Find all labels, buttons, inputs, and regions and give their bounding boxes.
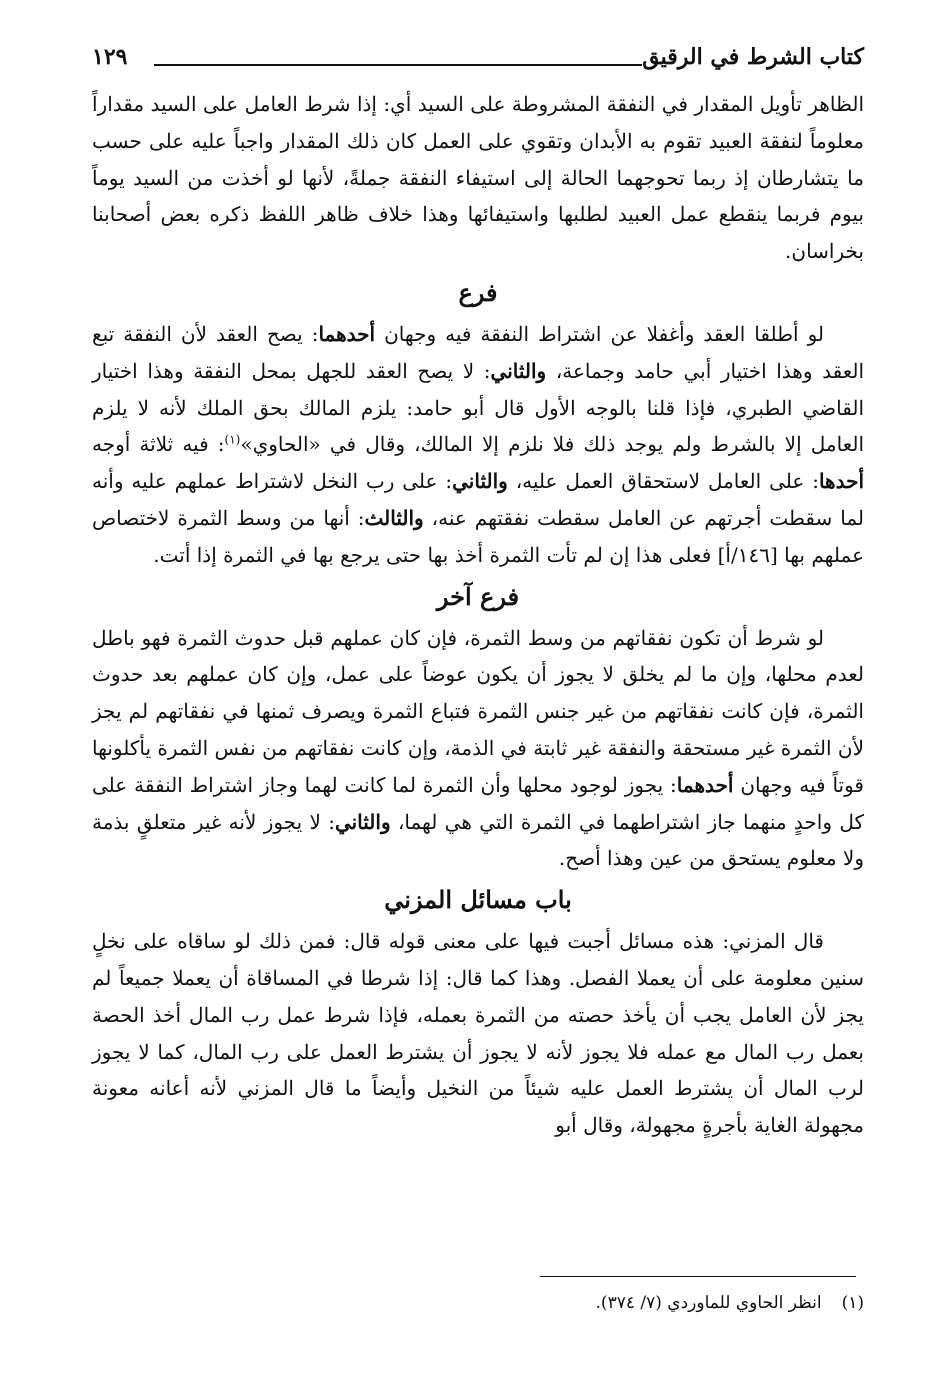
bold-term: أحدهما — [676, 772, 734, 797]
heading-far-akhar: فرع آخر — [436, 581, 520, 611]
text-run: : فيه ثلاثة أوجه — [92, 432, 225, 457]
text-run: لو شرط أن تكون نفقاتهم من وسط الثمرة، فإن كان عملهم قبل حدوث الثمرة فهو باطل لعدم محلها، وإن ما لم يخلق لا يجوز أن يكون عوضاً على عمل، وإن كان عملهم بعد حدوث الثمرة، فإن كانت نفقاتهم من غير جنس الثمرة فتباع الثمرة ويصرف ثمنها في نفقاتهم لم يجز لأن الثمرة غير مستحقة والنفقة غير ثابتة في الذمة، وإن كانت نفقاتهم من نفس الثمرة يأكلونها قوتاً فيه وجهان — [92, 625, 864, 797]
bold-term: والثاني — [490, 358, 547, 383]
paragraph-3 — [92, 620, 864, 878]
main-text — [92, 86, 864, 1144]
footnote-text: انظر الحاوي للماوردي (٧/ ٣٧٤). — [595, 1293, 822, 1313]
page-number: ١٢٩ — [92, 44, 128, 70]
bold-term: والثاني — [452, 469, 508, 494]
footnote — [92, 1290, 864, 1316]
header-rule — [154, 64, 642, 66]
header-title: كتاب الشرط في الرقيق — [642, 44, 864, 70]
text-run: : لا يصح العقد للجهل بمحل النفقة وهذا اختيار القاضي الطبري، فإذا قلنا بالوجه الأول قال أبو حامد: يلزم المالك بحق الملك لأنه لا يلزم العامل إلا بالشرط ولم يوجد ذلك فلا نلزم إلا المالك، وقال في «الحاوي» — [92, 358, 864, 457]
footnote-rule — [540, 1276, 856, 1277]
paragraph-2 — [92, 316, 864, 574]
text-run: لو أطلقا العقد وأغفلا عن اشتراط النفقة فيه وجهان — [375, 321, 824, 346]
paragraph-1: الظاهر تأويل المقدار في النفقة المشروطة على السيد أي: إذا شرط العامل على السيد مقداراً معلوماً لنفقة العبيد تقوم به الأبدان وتقوي على العمل كان ذلك المقدار واجباً عليه على حسب ما يتشارطان إذ ربما تحوجهما الحالة إلى استيفاء النفقة جملةً، لأنها لو أخذت من السيد يوماً بيوم فربما ينقطع عمل العبيد لطلبها واستيفائها وهذا خلاف ظاهر اللفظ ذكره بعض أصحابنا بخراسان. — [92, 92, 864, 264]
bold-term: والثالث — [364, 505, 424, 530]
heading-bab-masail: باب مسائل المزني — [384, 885, 572, 915]
heading-far: فرع — [458, 277, 498, 307]
text-run: : لا يجوز لأنه غير متعلقٍ بذمة ولا معلوم يستحق من عين وهذا أصح. — [92, 809, 864, 871]
bold-term: أحدهما — [318, 321, 376, 346]
paragraph-4: قال المزني: هذه مسائل أجبت فيها على معنى قوله قال: فمن ذلك لو ساقاه على نخلٍ سنين معلومة على أن يعملا الفصل. وهذا كما قال: إذا شرطا في المساقاة أن يعملا جميعاً لم يجز لأن العامل يجب أن يأخذ حصته من الثمرة بعمله، فإذا شرط عمل رب المال أخذ الحصة بعمل رب المال مع عمله فلا يجوز لأنه لا يجوز أن يشترط العمل على رب المال، كما لا يجوز لرب المال أن يشترط العمل عليه شيئاً من النخيل وأيضاً ما قال المزني لأنه أعانه معونة مجهولة الغاية بأجرةٍ مجهولة، وقال أبو — [92, 929, 864, 1138]
text-run: : على العامل لاستحقاق العمل عليه، — [507, 469, 819, 494]
text-run: : أنها من وسط الثمرة لاختصاص عملهم بها [١٤٦/أ] فعلى هذا إن لم تأت الثمرة أخذ بها حتى يرجع بها في الثمرة إذا أتت. — [92, 505, 864, 567]
text-run: : يجوز لوجود محلها وأن الثمرة لما كانت لهما وجاز اشتراط النفقة على كل واحدٍ منهما جاز اشتراطهما في الثمرة التي هي لهما، — [92, 772, 864, 834]
footnote-number: (١) — [841, 1293, 864, 1313]
text-run: : على رب النخل لاشتراط عملهم عليه وأنه لما سقطت أجرتهم عن العامل سقطت نفقتهم عنه، — [92, 469, 864, 530]
text-run: : يصح العقد لأن النفقة تبع العقد وهذا اختيار أبي حامد وجماعة، — [92, 321, 865, 383]
running-header — [92, 44, 864, 84]
bold-term: والثاني — [334, 809, 391, 834]
footnote-ref[interactable]: (١) — [224, 432, 241, 447]
bold-term: أحدها — [818, 469, 864, 494]
